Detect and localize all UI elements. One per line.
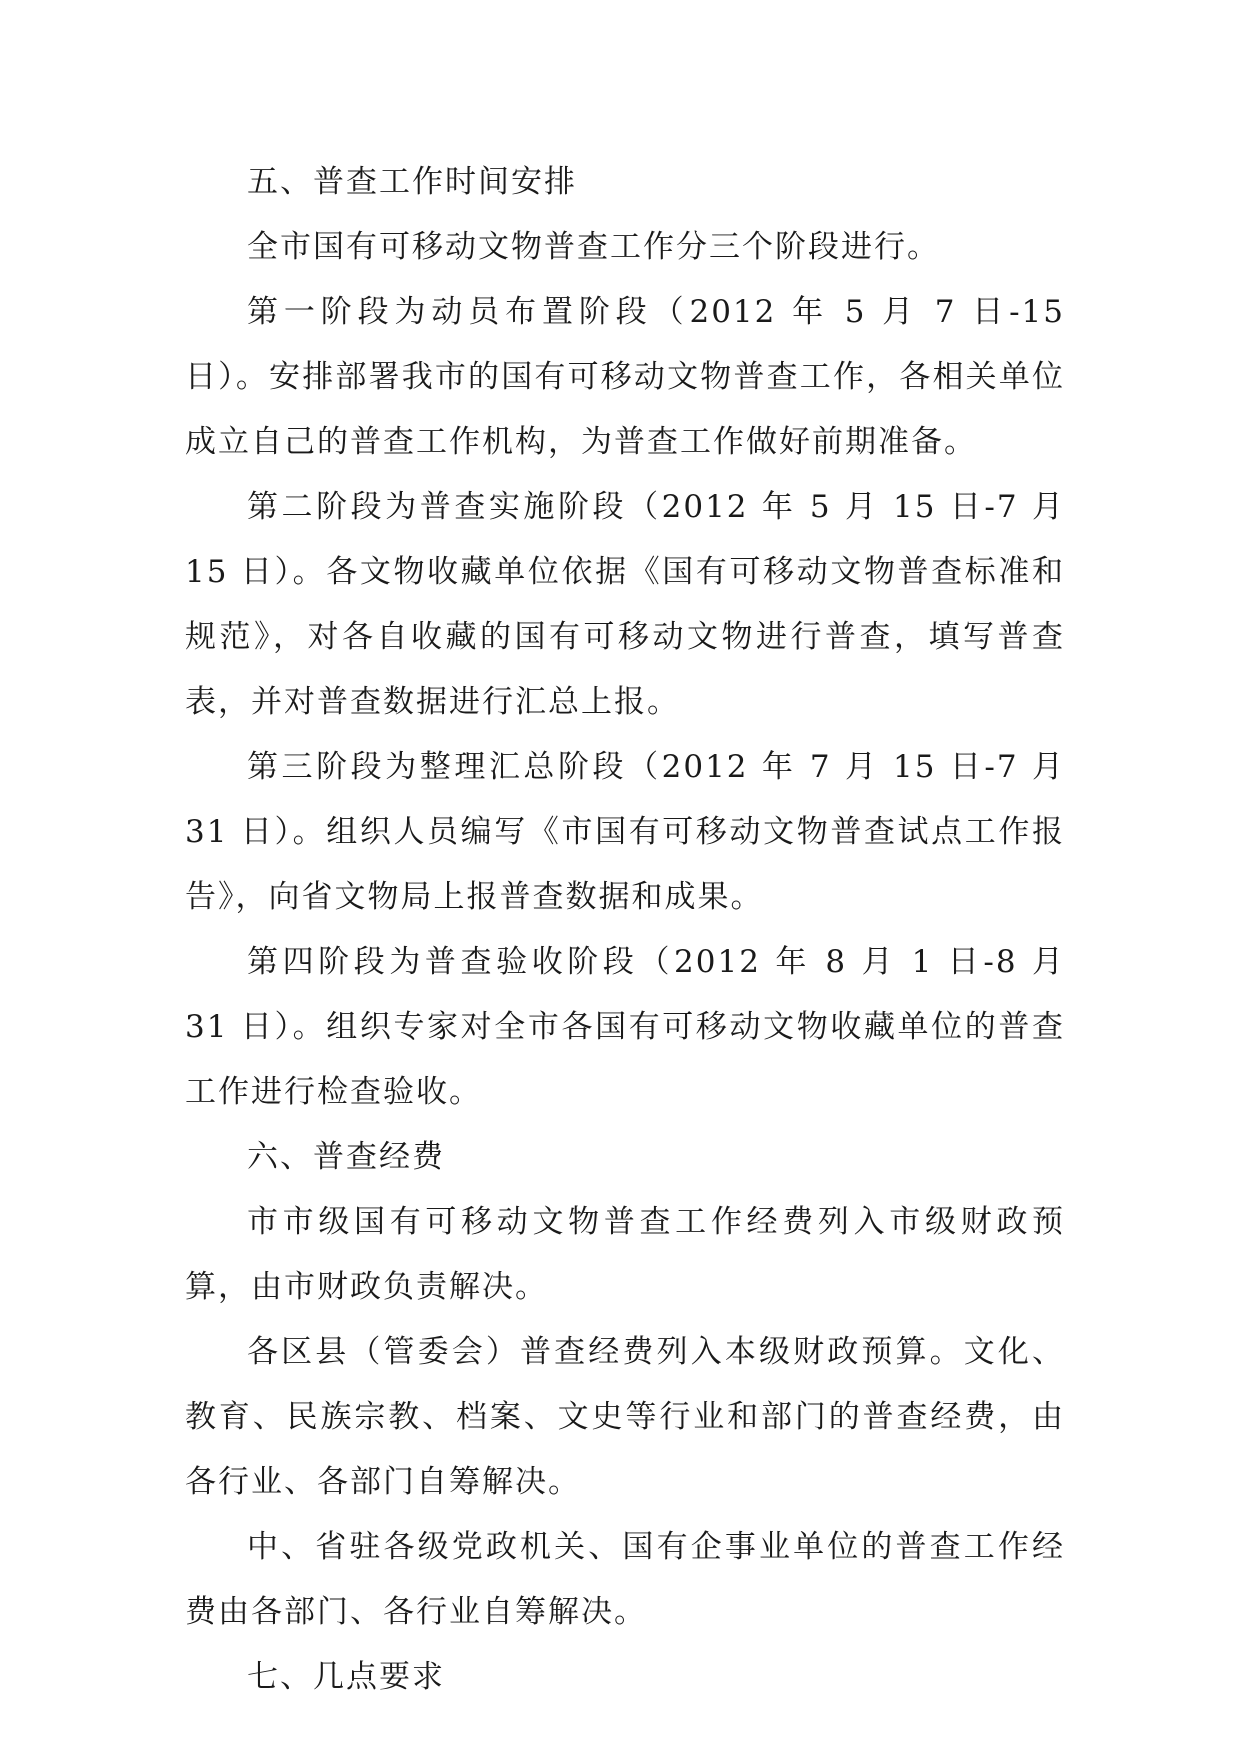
section-heading-requirements: 七、几点要求 [247, 1659, 445, 1695]
section-heading-funding: 六、普查经费 [247, 1139, 445, 1175]
section-heading-schedule: 五、普查工作时间安排 [247, 164, 577, 200]
paragraph-stage-2: 第二阶段为普查实施阶段（2012 年 5 月 15 日-7 月 15 日）。各文物收藏单位依据《国有可移动文物普查标准和规范》，对各自收藏的国有可移动文物进行普查，填写普查表，并对普查数据进行汇总上报。 [185, 489, 1065, 720]
paragraph-stage-4: 第四阶段为普查验收阶段（2012 年 8 月 1 日-8 月 31 日）。组织专家对全市各国有可移动文物收藏单位的普查工作进行检查验收。 [185, 944, 1065, 1110]
document-page [185, 150, 1065, 1710]
paragraph-funding-1: 市市级国有可移动文物普查工作经费列入市级财政预算，由市财政负责解决。 [185, 1204, 1065, 1305]
paragraph-stage-3: 第三阶段为整理汇总阶段（2012 年 7 月 15 日-7 月 31 日）。组织人员编写《市国有可移动文物普查试点工作报告》，向省文物局上报普查数据和成果。 [185, 749, 1065, 915]
paragraph-funding-3: 中、省驻各级党政机关、国有企事业单位的普查工作经费由各部门、各行业自筹解决。 [185, 1529, 1065, 1630]
paragraph-stage-1: 第一阶段为动员布置阶段（2012 年 5 月 7 日-15 日）。安排部署我市的国有可移动文物普查工作，各相关单位成立自己的普查工作机构，为普查工作做好前期准备。 [185, 294, 1065, 460]
paragraph-funding-2: 各区县（管委会）普查经费列入本级财政预算。文化、教育、民族宗教、档案、文史等行业和部门的普查经费，由各行业、各部门自筹解决。 [185, 1334, 1065, 1500]
paragraph-intro: 全市国有可移动文物普查工作分三个阶段进行。 [247, 229, 940, 265]
